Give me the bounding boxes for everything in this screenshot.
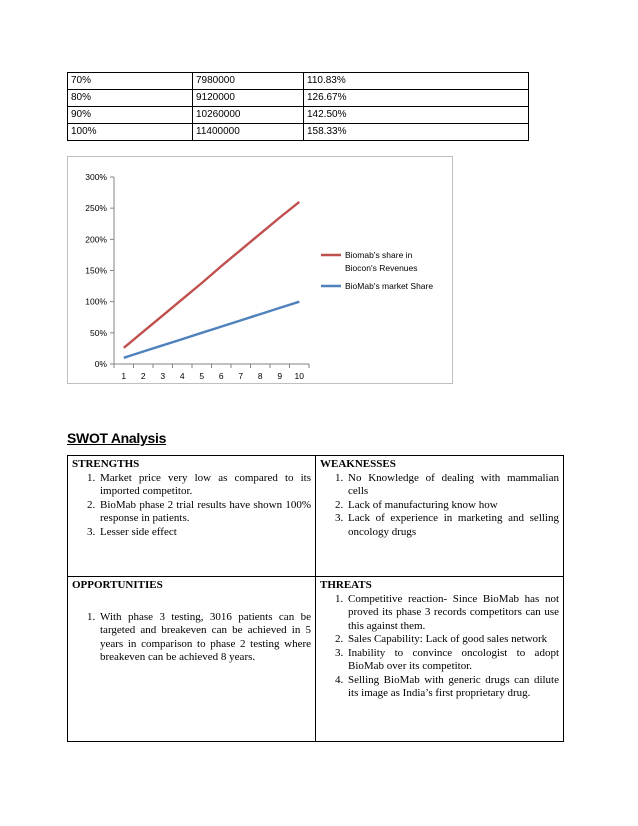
y-tick-label: 200%	[85, 234, 107, 245]
opportunities-title: OPPORTUNITIES	[72, 579, 163, 591]
list-item: 1. Competitive reaction- Since BioMab has not proved its phase 3 records competitors can use this against them.	[346, 593, 559, 634]
y-tick-label: 150%	[85, 265, 107, 276]
list-item: 1. With phase 3 testing, 3016 patients can be targeted and breakeven can be achieved in 5 years in comparison to phase 2 testing where breakeven can be achieved 8 years.	[98, 611, 311, 665]
y-tick-label: 250%	[85, 203, 107, 214]
table-cell: 126.67%	[304, 90, 529, 107]
table-cell: 110.83%	[304, 73, 529, 90]
strengths-cell	[68, 456, 316, 577]
list-item: 3. Lack of experience in marketing and selling oncology drugs	[346, 512, 559, 539]
table-cell: 70%	[68, 73, 193, 90]
list-item: 1. No Knowledge of dealing with mammalian cells	[346, 472, 559, 499]
table-cell: 158.33%	[304, 124, 529, 141]
x-tick-label: 8	[257, 371, 263, 381]
list-item: 2. Sales Capability: Lack of good sales network	[346, 633, 559, 647]
series-line-1	[124, 202, 299, 348]
threats-cell	[316, 577, 564, 742]
swot-row	[68, 456, 564, 577]
chart-svg	[68, 157, 452, 383]
x-tick-label: 10	[294, 371, 304, 381]
strengths-title: STRENGTHS	[72, 458, 140, 470]
swot-table	[67, 455, 564, 742]
list-item: 3. Lesser side effect	[98, 526, 311, 540]
x-tick-label: 6	[218, 371, 224, 381]
strengths-list	[72, 472, 311, 540]
x-tick-label: 1	[121, 371, 127, 381]
swot-row	[68, 577, 564, 742]
table-cell: 11400000	[193, 124, 304, 141]
y-tick-label: 50%	[89, 327, 107, 338]
table-cell: 7980000	[193, 73, 304, 90]
x-tick-label: 4	[179, 371, 185, 381]
x-tick-label: 9	[277, 371, 283, 381]
threats-title: THREATS	[320, 579, 372, 591]
table-cell: 9120000	[193, 90, 304, 107]
table-cell: 100%	[68, 124, 193, 141]
weaknesses-list	[320, 472, 559, 540]
table-row	[68, 90, 529, 107]
list-item: 2. BioMab phase 2 trial results have shown 100% response in patients.	[98, 499, 311, 526]
list-item: 2. Lack of manufacturing know how	[346, 499, 559, 513]
x-tick-label: 5	[199, 371, 205, 381]
opportunities-cell	[68, 577, 316, 742]
list-item: 1. Market price very low as compared to its imported competitor.	[98, 472, 311, 499]
weaknesses-cell	[316, 456, 564, 577]
series-line-2	[124, 302, 299, 358]
opportunities-list	[72, 611, 311, 665]
table-cell: 142.50%	[304, 107, 529, 124]
x-tick-label: 3	[160, 371, 166, 381]
y-tick-label: 300%	[85, 172, 107, 182]
line-chart	[67, 156, 453, 384]
table-cell: 10260000	[193, 107, 304, 124]
legend-label-2: BioMab's market Share	[345, 281, 434, 291]
threats-list	[320, 593, 559, 701]
list-item: 3. Inability to convince oncologist to adopt BioMab over its competitor.	[346, 647, 559, 674]
table-row	[68, 73, 529, 90]
y-tick-label: 100%	[85, 296, 107, 307]
table-cell: 90%	[68, 107, 193, 124]
data-table	[67, 72, 529, 141]
table-cell: 80%	[68, 90, 193, 107]
table-row	[68, 107, 529, 124]
y-tick-label: 0%	[94, 359, 107, 369]
table-row	[68, 124, 529, 141]
weaknesses-title: WEAKNESSES	[320, 458, 396, 470]
legend-label-1: Biomab's share in	[345, 250, 413, 260]
swot-heading: SWOT Analysis	[67, 430, 167, 446]
x-tick-label: 2	[140, 371, 146, 381]
list-item: 4. Selling BioMab with generic drugs can dilute its image as India’s first proprietary drug.	[346, 674, 559, 701]
legend-label-1: Biocon's Revenues	[345, 263, 418, 273]
x-tick-label: 7	[238, 371, 244, 381]
